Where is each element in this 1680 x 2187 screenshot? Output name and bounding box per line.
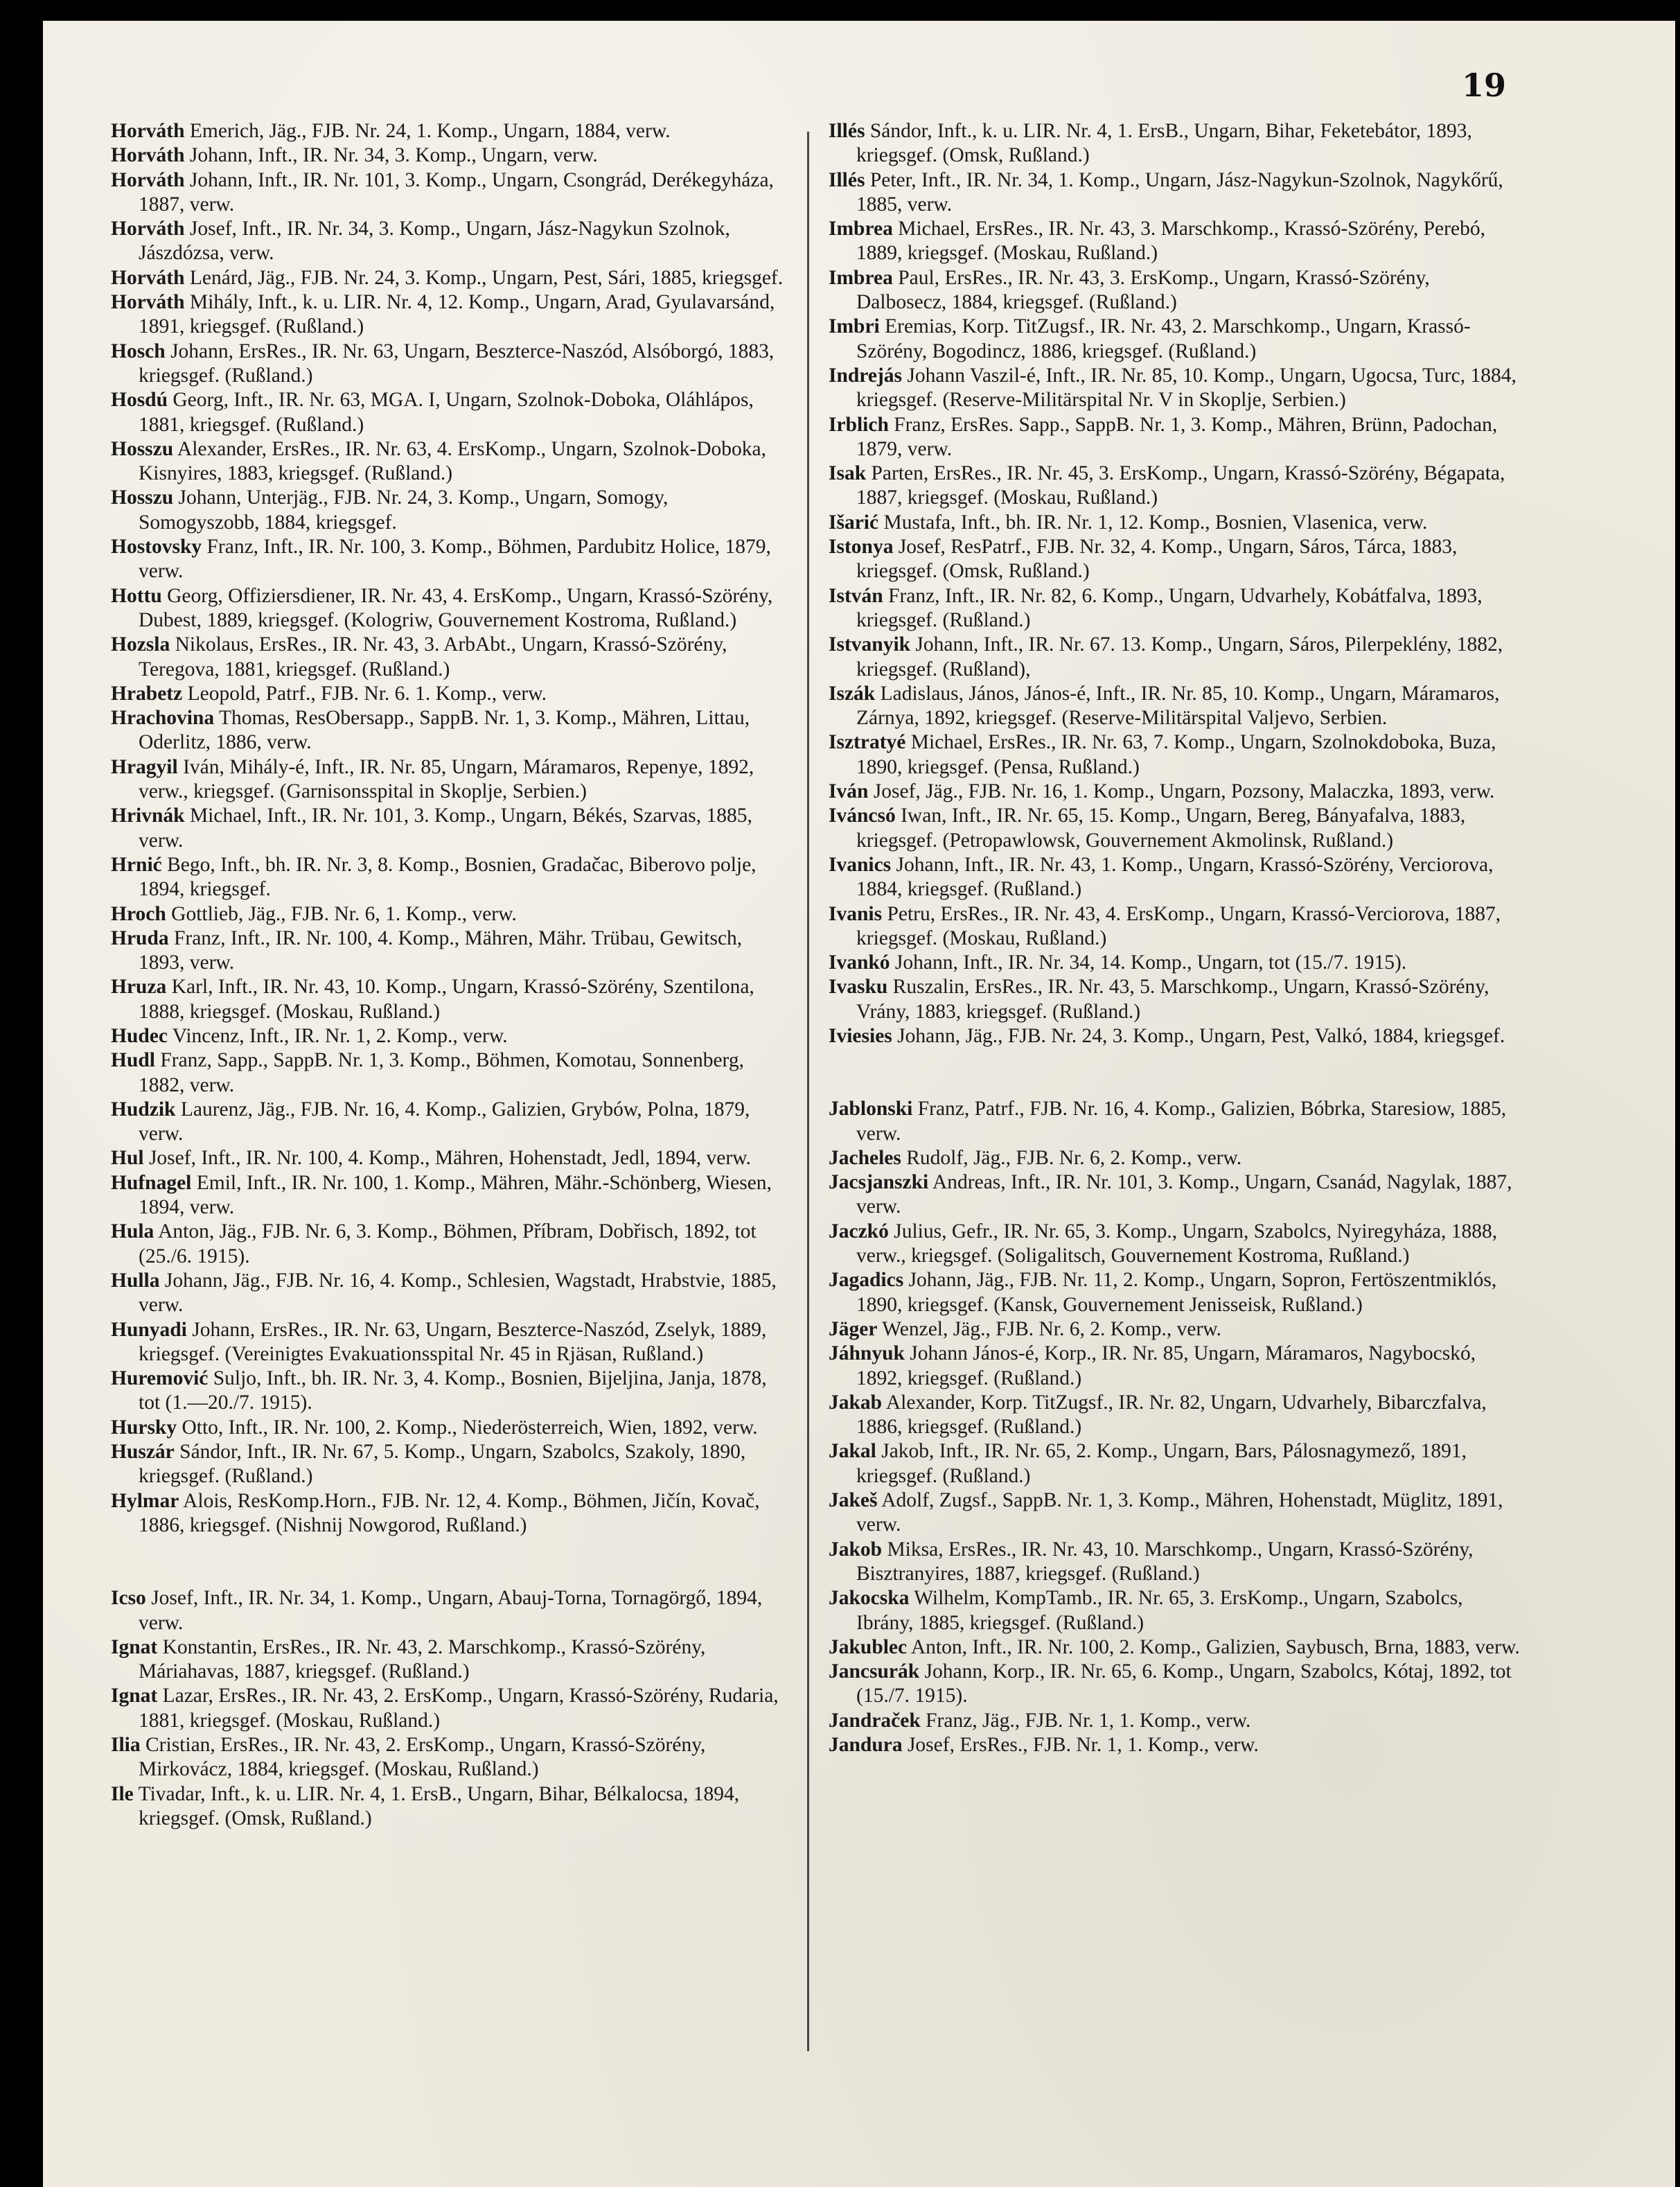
- section-gap: [829, 1048, 1521, 1097]
- entry-details: Mustafa, Inft., bh. IR. Nr. 1, 12. Komp., Bosnien, Vlasenica, verw.: [883, 511, 1428, 534]
- register-entry: [111, 290, 790, 340]
- entry-details: Anton, Jäg., FJB. Nr. 6, 3. Komp., Böhmen, Příbram, Dobřisch, 1892, tot (25./6. 1915).: [139, 1220, 757, 1267]
- register-entry: [111, 1269, 790, 1318]
- entry-details: Adolf, Zugsf., SappB. Nr. 1, 3. Komp., Mähren, Hohenstadt, Müglitz, 1891, verw.: [856, 1489, 1503, 1536]
- register-entry: [111, 682, 790, 706]
- entry-surname: Hrachovina: [111, 707, 215, 730]
- entry-surname: Jandraček: [829, 1709, 921, 1732]
- left-column: [111, 119, 790, 1831]
- register-entry: [829, 1586, 1521, 1635]
- left-group-h: [111, 119, 790, 1538]
- entry-details: Franz, Inft., IR. Nr. 100, 4. Komp., Mähren, Mähr. Trübau, Gewitsch, 1893, verw.: [139, 926, 743, 974]
- entry-surname: Ignat: [111, 1635, 158, 1658]
- entry-surname: Istonya: [829, 536, 894, 559]
- entry-details: Ladislaus, János, János-é, Inft., IR. Nr. 85, 10. Komp., Ungarn, Máramaros, Zárnya, 1892, kriegsgef. (Reserve-Militärspital Valjevo, Serbien.: [856, 682, 1500, 730]
- register-entry: [111, 633, 790, 682]
- entry-details: Konstantin, ErsRes., IR. Nr. 43, 2. Marschkomp., Krassó-Szörény, Máriahavas, 1887, kriegsgef. (Rußland.): [139, 1635, 706, 1683]
- register-entry: [111, 217, 790, 266]
- register-entry: [111, 853, 790, 902]
- entry-details: Mihály, Inft., k. u. LIR. Nr. 4, 12. Komp., Ungarn, Arad, Gyulavarsánd, 1891, kriegsgef. (Rußland.): [139, 291, 775, 338]
- entry-surname: Jaczkó: [829, 1220, 889, 1242]
- entry-details: Eremias, Korp. TitZugsf., IR. Nr. 43, 2. Marschkomp., Ungarn, Krassó-Szörény, Bogodincz, 1886, kriegsgef. (Rußland.): [856, 315, 1471, 362]
- entry-surname: Jakocska: [829, 1587, 910, 1610]
- entry-details: Josef, Inft., IR. Nr. 34, 1. Komp., Ungarn, Abauj-Torna, Tornagörgő, 1894, verw.: [139, 1587, 763, 1634]
- entry-details: Alexander, ErsRes., IR. Nr. 63, 4. ErsKomp., Ungarn, Szolnok-Doboka, Kisnyires, 1883, kriegsgef. (Rußland.): [139, 437, 767, 485]
- page-number: 19: [1462, 67, 1507, 104]
- entry-surname: Ivanics: [829, 853, 892, 876]
- register-entry: [829, 730, 1521, 780]
- entry-details: Tivadar, Inft., k. u. LIR. Nr. 4, 1. ErsB., Ungarn, Bihar, Bélkalocsa, 1894, kriegsgef. (Omsk, Rußland.): [138, 1782, 740, 1829]
- entry-surname: Horváth: [111, 218, 185, 240]
- entry-surname: Imbrea: [829, 218, 893, 240]
- register-entry: [829, 1635, 1521, 1660]
- register-entry: [111, 535, 790, 584]
- entry-details: Michael, ErsRes., IR. Nr. 63, 7. Komp., Ungarn, Szolnokdoboka, Buza, 1890, kriegsgef. (Pensa, Rußland.): [856, 731, 1496, 778]
- register-entry: [111, 1440, 790, 1489]
- entry-details: Karl, Inft., IR. Nr. 43, 10. Komp., Ungarn, Krassó-Szörény, Szentilona, 1888, kriegsgef. (Moskau, Rußland.): [139, 976, 754, 1023]
- entry-details: Otto, Inft., IR. Nr. 100, 2. Komp., Niederösterreich, Wien, 1892, verw.: [182, 1416, 758, 1439]
- entry-surname: Hruda: [111, 926, 169, 949]
- entry-surname: Ilia: [111, 1734, 141, 1756]
- entry-details: Leopold, Patrf., FJB. Nr. 6. 1. Komp., verw.: [187, 682, 547, 705]
- register-entry: [829, 1097, 1521, 1146]
- entry-details: Johann, Jäg., FJB. Nr. 24, 3. Komp., Ungarn, Pest, Valkó, 1884, kriegsgef.: [897, 1024, 1505, 1047]
- register-entry: [111, 1171, 790, 1220]
- entry-surname: Imbri: [829, 315, 880, 338]
- register-entry: [829, 1146, 1521, 1170]
- entry-surname: István: [829, 584, 883, 607]
- register-entry: [111, 902, 790, 926]
- entry-surname: Jancsurák: [829, 1660, 920, 1683]
- entry-surname: Isak: [829, 462, 867, 485]
- register-entry: [829, 1660, 1521, 1709]
- register-entry: [829, 584, 1521, 633]
- entry-surname: Hursky: [111, 1416, 177, 1439]
- register-entry: [829, 780, 1521, 804]
- entry-surname: Imbrea: [829, 266, 893, 289]
- register-entry: [111, 437, 790, 486]
- entry-details: Franz, ErsRes. Sapp., SappB. Nr. 1, 3. Komp., Mähren, Brünn, Padochan, 1879, verw.: [856, 413, 1498, 460]
- register-entry: [111, 1367, 790, 1416]
- entry-details: Ruszalin, ErsRes., IR. Nr. 43, 5. Marschkomp., Ungarn, Krassó-Szörény, Vrány, 1883, kriegsgef. (Rußland.): [856, 976, 1489, 1023]
- register-entry: [829, 1439, 1521, 1488]
- entry-details: Georg, Offiziersdiener, IR. Nr. 43, 4. ErsKomp., Ungarn, Krassó-Szörény, Dubest, 1889, kriegsgef. (Kologriw, Gouvernement Kostroma, Rußland.): [139, 584, 773, 631]
- register-entry: [111, 143, 790, 168]
- entry-details: Parten, ErsRes., IR. Nr. 45, 3. ErsKomp., Ungarn, Krassó-Szörény, Bégapata, 1887, kriegsgef. (Moskau, Rußland.): [856, 462, 1505, 509]
- entry-details: Petru, ErsRes., IR. Nr. 43, 4. ErsKomp., Ungarn, Krassó-Verciorova, 1887, kriegsgef. (Moskau, Rußland.): [856, 902, 1501, 949]
- entry-surname: Hudl: [111, 1049, 155, 1072]
- entry-surname: Hosszu: [111, 486, 174, 509]
- entry-details: Vincenz, Inft., IR. Nr. 1, 2. Komp., verw.: [172, 1024, 508, 1047]
- entry-surname: Iváncsó: [829, 805, 896, 827]
- register-entry: [111, 1684, 790, 1733]
- entry-surname: Hudec: [111, 1024, 168, 1047]
- entry-surname: Hruza: [111, 976, 167, 999]
- entry-surname: Hostovsky: [111, 536, 202, 559]
- entry-surname: Hylmar: [111, 1489, 179, 1512]
- entry-surname: Iszák: [829, 682, 876, 705]
- entry-details: Rudolf, Jäg., FJB. Nr. 6, 2. Komp., verw.: [906, 1146, 1242, 1169]
- register-entry: [111, 1048, 790, 1098]
- entry-surname: Hragyil: [111, 755, 178, 778]
- register-entry: [111, 926, 790, 976]
- entry-surname: Jakal: [829, 1440, 876, 1463]
- entry-details: Josef, Inft., IR. Nr. 34, 3. Komp., Ungarn, Jász-Nagykun Szolnok, Jászdózsa, verw.: [139, 218, 730, 265]
- register-entry: [111, 1220, 790, 1269]
- entry-details: Iwan, Inft., IR. Nr. 65, 15. Komp., Ungarn, Bereg, Bányafalva, 1883, kriegsgef. (Petropawlowsk, Gouvernement Akmolinsk, Rußland.): [856, 805, 1466, 852]
- entry-details: Julius, Gefr., IR. Nr. 65, 3. Komp., Ungarn, Szabolcs, Nyiregyháza, 1888, verw., kriegsgef. (Soligalitsch, Gouvernement Kostroma, Rußland.): [856, 1220, 1498, 1267]
- register-entry: [111, 1416, 790, 1440]
- entry-details: Johann, Jäg., FJB. Nr. 16, 4. Komp., Schlesien, Wagstadt, Hrabstvie, 1885, verw.: [139, 1269, 777, 1317]
- entry-details: Franz, Sapp., SappB. Nr. 1, 3. Komp., Böhmen, Komotau, Sonnenberg, 1882, verw.: [139, 1049, 744, 1096]
- register-entry: [829, 315, 1521, 364]
- entry-surname: Horváth: [111, 291, 185, 314]
- entry-details: Iván, Mihály-é, Inft., IR. Nr. 85, Ungarn, Máramaros, Repenye, 1892, verw., kriegsgef. (Garnisonsspital in Skoplje, Serbien.): [139, 755, 754, 803]
- register-entry: [829, 217, 1521, 266]
- entry-surname: Hrabetz: [111, 682, 183, 705]
- entry-surname: Jakab: [829, 1391, 883, 1414]
- entry-details: Cristian, ErsRes., IR. Nr. 43, 2. ErsKomp., Ungarn, Krassó-Szörény, Mirkovácz, 1884, kriegsgef. (Moskau, Rußland.): [139, 1734, 706, 1781]
- entry-details: Peter, Inft., IR. Nr. 34, 1. Komp., Ungarn, Jász-Nagykun-Szolnok, Nagykőrű, 1885, verw.: [856, 168, 1503, 216]
- register-entry: [829, 1024, 1521, 1048]
- entry-details: Wenzel, Jäg., FJB. Nr. 6, 2. Komp., verw.: [882, 1317, 1222, 1340]
- entry-details: Johann, Inft., IR. Nr. 43, 1. Komp., Ungarn, Krassó-Szörény, Verciorova, 1884, kriegsgef. (Rußland.): [856, 853, 1494, 901]
- right-group-i: [829, 119, 1521, 1048]
- register-entry: [829, 1317, 1521, 1342]
- column-divider: [807, 132, 809, 2051]
- entry-details: Alexander, Korp. TitZugsf., IR. Nr. 82, Ungarn, Udvarhely, Bibarczfalva, 1886, kriegsgef. (Rußland.): [856, 1391, 1487, 1439]
- entry-details: Michael, ErsRes., IR. Nr. 43, 3. Marschkomp., Krassó-Szörény, Perebó, 1889, kriegsgef. (Moskau, Rußland.): [856, 218, 1485, 265]
- register-entry: [829, 364, 1521, 413]
- entry-surname: Horváth: [111, 266, 185, 289]
- entry-details: Anton, Inft., IR. Nr. 100, 2. Komp., Galizien, Saybusch, Brna, 1883, verw.: [910, 1635, 1520, 1658]
- register-entry: [111, 1782, 790, 1832]
- entry-surname: Icso: [111, 1587, 146, 1610]
- entry-details: Franz, Inft., IR. Nr. 100, 3. Komp., Böhmen, Pardubitz Holice, 1879, verw.: [139, 536, 771, 583]
- register-entry: [829, 975, 1521, 1024]
- entry-details: Johann, ErsRes., IR. Nr. 63, Ungarn, Beszterce-Naszód, Alsóborgó, 1883, kriegsgef. (Rußland.): [139, 340, 775, 387]
- entry-surname: Hula: [111, 1220, 154, 1243]
- entry-details: Johann, Inft., IR. Nr. 34, 14. Komp., Ungarn, tot (15./7. 1915).: [894, 951, 1407, 974]
- register-entry: [829, 853, 1521, 902]
- entry-details: Emerich, Jäg., FJB. Nr. 24, 1. Komp., Ungarn, 1884, verw.: [189, 120, 671, 142]
- entry-surname: Hroch: [111, 902, 166, 925]
- register-entry: [829, 682, 1521, 731]
- register-entry: [111, 388, 790, 437]
- register-entry: [829, 1709, 1521, 1733]
- entry-surname: Iván: [829, 780, 869, 803]
- register-entry: [829, 266, 1521, 315]
- entry-details: Emil, Inft., IR. Nr. 100, 1. Komp., Mähren, Mähr.-Schönberg, Wiesen, 1894, verw.: [139, 1171, 772, 1219]
- register-entry: [829, 1170, 1521, 1220]
- register-entry: [829, 633, 1521, 682]
- entry-surname: Iviesies: [829, 1024, 892, 1047]
- entry-surname: Jakublec: [829, 1635, 908, 1658]
- register-entry: [111, 755, 790, 805]
- entry-details: Josef, Inft., IR. Nr. 100, 4. Komp., Mähren, Hohenstadt, Jedl, 1894, verw.: [148, 1147, 751, 1170]
- entry-details: Josef, ErsRes., FJB. Nr. 1, 1. Komp., verw.: [907, 1734, 1259, 1756]
- entry-surname: Jakeš: [829, 1489, 878, 1512]
- entry-details: Johann János-é, Korp., IR. Nr. 85, Ungarn, Máramaros, Nagybocskó, 1892, kriegsgef. (Rußland.): [856, 1342, 1476, 1389]
- entry-details: Johann, ErsRes., IR. Nr. 63, Ungarn, Beszterce-Naszód, Zselyk, 1889, kriegsgef. (Vereinigtes Evakuationsspital Nr. 45 in Rjäsan, Rußland.): [139, 1318, 767, 1365]
- entry-details: Paul, ErsRes., IR. Nr. 43, 3. ErsKomp., Ungarn, Krassó-Szörény, Dalbosecz, 1884, kriegsgef. (Rußland.): [856, 266, 1430, 314]
- entry-surname: Ivanis: [829, 902, 883, 925]
- register-entry: [829, 511, 1521, 535]
- register-entry: [829, 951, 1521, 975]
- entry-details: Johann, Korp., IR. Nr. 65, 6. Komp., Ungarn, Szabolcs, Kótaj, 1892, tot (15./7. 1915).: [856, 1660, 1512, 1707]
- entry-surname: Huszár: [111, 1441, 175, 1464]
- entry-surname: Horváth: [111, 144, 185, 167]
- register-entry: [829, 1733, 1521, 1757]
- entry-surname: Jáhnyuk: [829, 1342, 905, 1365]
- entry-details: Wilhelm, KompTamb., IR. Nr. 65, 3. ErsKomp., Ungarn, Szabolcs, Ibrány, 1885, kriegsgef. (Rußland.): [856, 1587, 1463, 1634]
- entry-surname: Hudzik: [111, 1098, 176, 1121]
- entry-details: Georg, Inft., IR. Nr. 63, MGA. I, Ungarn, Szolnok-Doboka, Oláhlápos, 1881, kriegsgef. (Rußland.): [139, 389, 754, 436]
- entry-details: Lenárd, Jäg., FJB. Nr. 24, 3. Komp., Ungarn, Pest, Sári, 1885, kriegsgef.: [189, 266, 784, 289]
- register-entry: [111, 340, 790, 389]
- register-entry: [111, 1489, 790, 1538]
- entry-details: Suljo, Inft., bh. IR. Nr. 3, 4. Komp., Bosnien, Bijeljina, Janja, 1878, tot (1.—20./7. 1915).: [139, 1367, 767, 1414]
- entry-surname: Huremović: [111, 1367, 209, 1390]
- register-entry: [829, 1488, 1521, 1538]
- section-gap: [111, 1538, 790, 1586]
- entry-surname: Illés: [829, 168, 865, 191]
- entry-details: Bego, Inft., bh. IR. Nr. 3, 8. Komp., Bosnien, Gradačac, Biberovo polje, 1894, kriegsgef.: [139, 853, 757, 901]
- entry-surname: Horváth: [111, 168, 185, 191]
- register-entry: [829, 119, 1521, 168]
- register-entry: [829, 1220, 1521, 1269]
- entry-surname: Hosch: [111, 340, 166, 362]
- entry-details: Johann Vaszil-é, Inft., IR. Nr. 85, 10. Komp., Ungarn, Ugocsa, Turc, 1884, kriegsgef. (Reserve-Militärspital Nr. V in Skoplje, Serbien.): [856, 364, 1517, 412]
- entry-details: Jakob, Inft., IR. Nr. 65, 2. Komp., Ungarn, Bars, Pálosnagymező, 1891, kriegsgef. (Rußland.): [856, 1440, 1467, 1487]
- register-entry: [111, 584, 790, 633]
- register-entry: [829, 1538, 1521, 1587]
- entry-surname: Istvanyik: [829, 633, 911, 656]
- register-entry: [111, 1586, 790, 1635]
- register-entry: [829, 413, 1521, 462]
- entry-surname: Horváth: [111, 120, 185, 142]
- entry-details: Franz, Jäg., FJB. Nr. 1, 1. Komp., verw.: [926, 1709, 1251, 1732]
- entry-surname: Irblich: [829, 413, 889, 436]
- entry-surname: Jacsjanszki: [829, 1171, 929, 1194]
- entry-surname: Indrejás: [829, 364, 903, 387]
- entry-surname: Jakob: [829, 1538, 883, 1561]
- entry-surname: Hozsla: [111, 633, 170, 656]
- entry-details: Miksa, ErsRes., IR. Nr. 43, 10. Marschkomp., Ungarn, Krassó-Szörény, Bisztranyires, 1887, kriegsgef. (Rußland.): [856, 1538, 1474, 1585]
- register-entry: [829, 902, 1521, 951]
- entry-details: Josef, Jäg., FJB. Nr. 16, 1. Komp., Ungarn, Pozsony, Malaczka, 1893, verw.: [873, 780, 1495, 803]
- entry-details: Johann, Inft., IR. Nr. 67. 13. Komp., Ungarn, Sáros, Pilerpeklény, 1882, kriegsgef. (Rußland),: [856, 633, 1503, 680]
- entry-surname: Ignat: [111, 1685, 158, 1707]
- entry-details: Michael, Inft., IR. Nr. 101, 3. Komp., Ungarn, Békés, Szarvas, 1885, verw.: [139, 805, 752, 852]
- entry-details: Lazar, ErsRes., IR. Nr. 43, 2. ErsKomp., Ungarn, Krassó-Szörény, Rudaria, 1881, kriegsgef. (Moskau, Rußland.): [139, 1685, 779, 1732]
- register-entry: [829, 535, 1521, 584]
- register-entry: [111, 804, 790, 853]
- entry-surname: Jandura: [829, 1734, 903, 1756]
- entry-details: Johann, Jäg., FJB. Nr. 11, 2. Komp., Ungarn, Sopron, Fertöszentmiklós, 1890, kriegsgef. (Kansk, Gouvernement Jenisseisk, Rußland.): [856, 1269, 1497, 1316]
- entry-surname: Hosszu: [111, 437, 174, 460]
- register-entry: [829, 462, 1521, 511]
- entry-details: Nikolaus, ErsRes., IR. Nr. 43, 3. ArbAbt., Ungarn, Krassó-Szörény, Teregova, 1881, kriegsgef. (Rußland.): [139, 633, 727, 680]
- register-entry: [829, 168, 1521, 218]
- entry-surname: Ivankó: [829, 951, 890, 974]
- entry-details: Alois, ResKomp.Horn., FJB. Nr. 12, 4. Komp., Böhmen, Jičín, Kovač, 1886, kriegsgef. (Nishnij Nowgorod, Rußland.): [139, 1489, 760, 1536]
- entry-surname: Jacheles: [829, 1146, 901, 1169]
- entry-details: Johann, Unterjäg., FJB. Nr. 24, 3. Komp., Ungarn, Somogy, Somogyszobb, 1884, kriegsgef.: [139, 486, 669, 534]
- entry-surname: Hosdú: [111, 389, 168, 412]
- entry-details: Sándor, Inft., IR. Nr. 67, 5. Komp., Ungarn, Szabolcs, Szakoly, 1890, kriegsgef. (Rußland.): [139, 1441, 746, 1488]
- entry-details: Laurenz, Jäg., FJB. Nr. 16, 4. Komp., Galizien, Grybów, Polna, 1879, verw.: [139, 1098, 750, 1145]
- register-entry: [111, 1024, 790, 1048]
- entry-surname: Išarić: [829, 511, 879, 534]
- register-entry: [111, 706, 790, 755]
- entry-surname: Isztratyé: [829, 731, 906, 754]
- entry-surname: Hrnić: [111, 853, 162, 876]
- entry-details: Sándor, Inft., k. u. LIR. Nr. 4, 1. ErsB., Ungarn, Bihar, Feketebátor, 1893, kriegsgef. (Omsk, Rußland.): [856, 120, 1472, 167]
- register-entry: [111, 486, 790, 535]
- register-entry: [111, 975, 790, 1024]
- entry-details: Thomas, ResObersapp., SappB. Nr. 1, 3. Komp., Mähren, Littau, Oderlitz, 1886, verw.: [139, 707, 750, 754]
- document-page: [43, 21, 1675, 2187]
- entry-details: Franz, Patrf., FJB. Nr. 16, 4. Komp., Galizien, Bóbrka, Staresiow, 1885, verw.: [856, 1098, 1507, 1145]
- register-entry: [111, 119, 790, 143]
- entry-details: Johann, Inft., IR. Nr. 101, 3. Komp., Ungarn, Csongrád, Derékegyháza, 1887, verw.: [139, 168, 774, 216]
- register-entry: [111, 1733, 790, 1782]
- register-entry: [829, 804, 1521, 853]
- register-entry: [829, 1391, 1521, 1440]
- entry-surname: Hul: [111, 1147, 144, 1170]
- register-entry: [829, 1342, 1521, 1391]
- entry-details: Gottlieb, Jäg., FJB. Nr. 6, 1. Komp., verw.: [171, 902, 517, 925]
- entry-surname: Hottu: [111, 584, 162, 607]
- entry-details: Josef, ResPatrf., FJB. Nr. 32, 4. Komp., Ungarn, Sáros, Tárca, 1883, kriegsgef. (Omsk, Rußland.): [856, 536, 1458, 583]
- entry-surname: Illés: [829, 120, 865, 142]
- entry-surname: Jagadics: [829, 1269, 904, 1292]
- entry-surname: Hulla: [111, 1269, 160, 1292]
- entry-surname: Ivasku: [829, 976, 888, 999]
- entry-surname: Hrivnák: [111, 805, 185, 827]
- register-entry: [829, 1268, 1521, 1317]
- register-entry: [111, 168, 790, 218]
- register-entry: [111, 1098, 790, 1147]
- register-entry: [111, 1635, 790, 1685]
- entry-details: Johann, Inft., IR. Nr. 34, 3. Komp., Ungarn, verw.: [189, 144, 598, 167]
- register-entry: [111, 1146, 790, 1170]
- register-entry: [111, 266, 790, 290]
- entry-surname: Hunyadi: [111, 1318, 187, 1341]
- right-column: [829, 119, 1521, 1757]
- entry-surname: Hufnagel: [111, 1171, 192, 1194]
- register-entry: [111, 1318, 790, 1367]
- right-group-j: [829, 1097, 1521, 1757]
- entry-details: Andreas, Inft., IR. Nr. 101, 3. Komp., Ungarn, Csanád, Nagylak, 1887, verw.: [856, 1171, 1512, 1218]
- entry-surname: Ile: [111, 1782, 134, 1805]
- left-group-i: [111, 1586, 790, 1831]
- entry-details: Franz, Inft., IR. Nr. 82, 6. Komp., Ungarn, Udvarhely, Kobátfalva, 1893, kriegsgef. (Rußland.): [856, 584, 1483, 631]
- entry-surname: Jablonski: [829, 1098, 913, 1121]
- entry-surname: Jäger: [829, 1317, 878, 1340]
